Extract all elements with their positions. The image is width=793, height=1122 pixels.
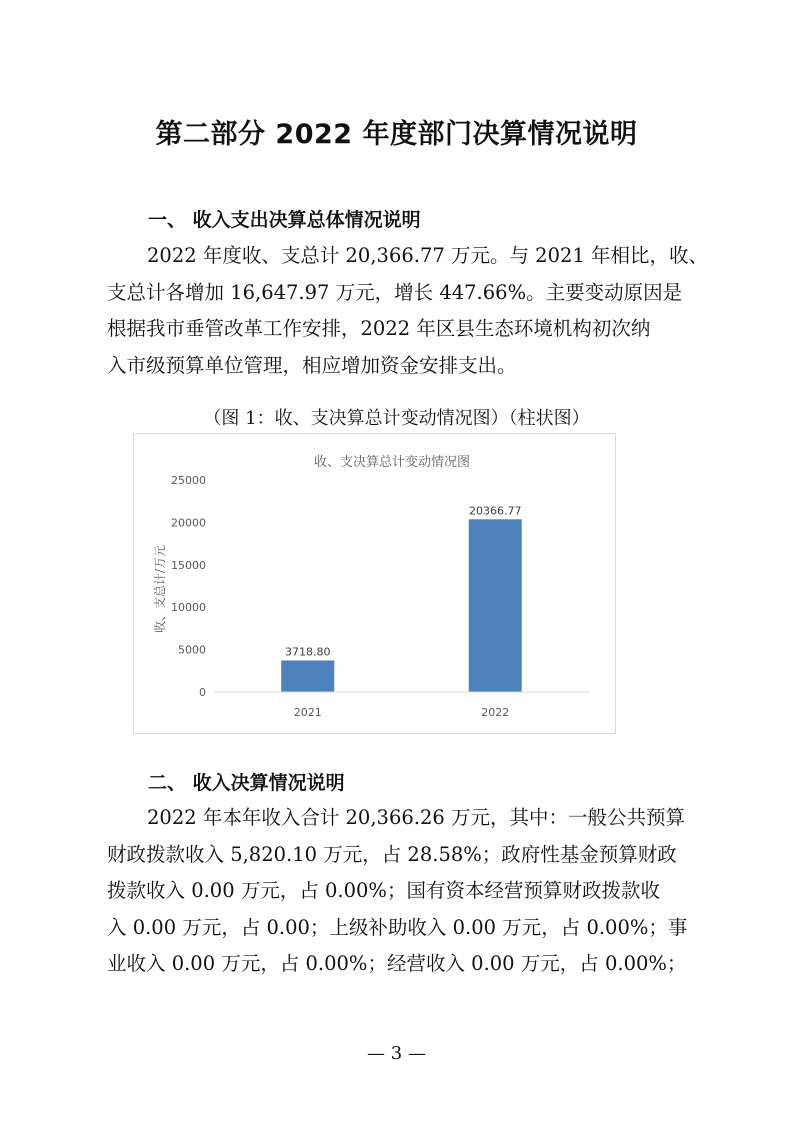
bar-value-label: 3718.80: [285, 645, 331, 659]
section-2-paragraph: [107, 800, 687, 983]
page-number: — 3 —: [367, 1043, 426, 1064]
bar-2022: [469, 519, 522, 692]
paragraph-line: 业收入 0.00 万元，占 0.00%；经营收入 0.00 万元，占 0.00%；: [107, 952, 687, 975]
bar-chart: [133, 433, 616, 734]
x-tick-label: 2021: [293, 706, 322, 719]
page-title: 第二部分 2022 年度部门决算情况说明: [155, 119, 638, 150]
section-1-paragraph: [107, 238, 708, 384]
bar-2021: [281, 660, 334, 692]
x-axis-ticks: [294, 706, 510, 719]
paragraph-line: 2022 年度收、支总计 20,366.77 万元。与 2021 年相比，收、: [147, 244, 708, 267]
paragraph-line: 入 0.00 万元，占 0.00；上级补助收入 0.00 万元，占 0.00%；事: [107, 915, 688, 939]
figure-caption: （图 1：收、支决算总计变动情况图）（柱状图）: [203, 408, 590, 429]
paragraph-line: 入市级预算单位管理，相应增加资金安排支出。: [107, 353, 517, 377]
y-axis-label: 收、支总计/万元: [153, 544, 167, 634]
bar-chart-svg: [134, 434, 617, 735]
y-tick-label: 25000: [171, 474, 206, 487]
y-axis-ticks: [171, 474, 206, 699]
y-tick-label: 20000: [171, 516, 206, 530]
x-tick-label: 2022: [481, 706, 510, 719]
y-tick-label: 5000: [178, 643, 206, 657]
y-tick-label: 15000: [171, 558, 206, 572]
y-tick-label: 10000: [171, 601, 206, 615]
chart-title: 收、支决算总计变动情况图: [313, 455, 471, 470]
y-tick-label: 0: [199, 686, 206, 699]
paragraph-line: 2022 年本年收入合计 20,366.26 万元，其中：一般公共预算: [147, 806, 685, 829]
bar-value-label: 20366.77: [469, 504, 522, 518]
paragraph-line: 财政拨款收入 5,820.10 万元，占 28.58%；政府性基金预算财政: [107, 842, 677, 866]
paragraph-line: 根据我市垂管改革工作安排，2022 年区县生态环境机构初次纳: [107, 317, 651, 340]
bars: [281, 504, 522, 692]
section-heading-2: 二、 收入决算情况说明: [148, 772, 345, 794]
paragraph-line: 拨款收入 0.00 万元，占 0.00%；国有资本经营预算财政拨款收: [107, 879, 660, 902]
paragraph-line: 支总计各增加 16,647.97 万元，增长 447.66%。主要变动原因是: [107, 280, 683, 304]
section-heading-1: 一、 收入支出决算总体情况说明: [148, 209, 421, 231]
